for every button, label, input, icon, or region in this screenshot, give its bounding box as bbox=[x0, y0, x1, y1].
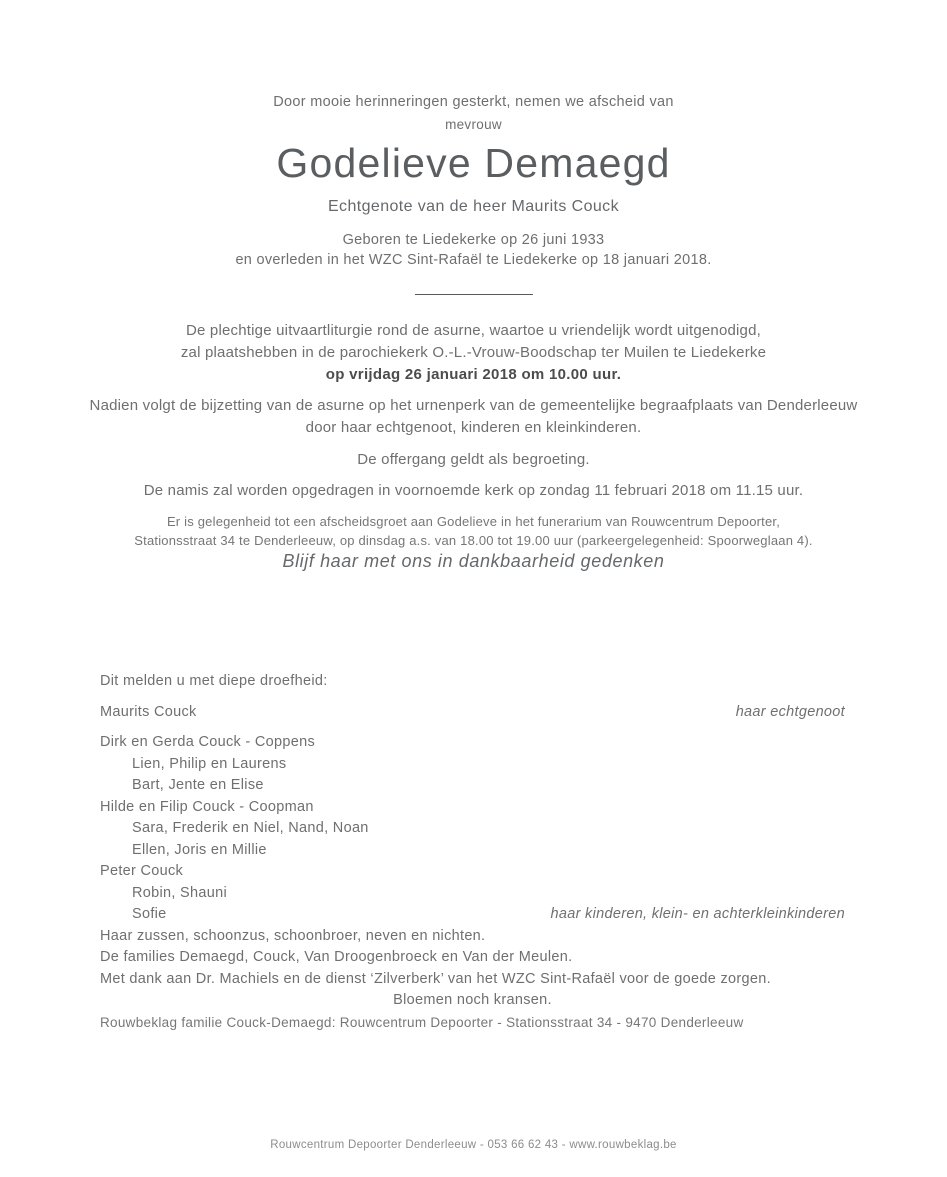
burial-line-1: Nadien volgt de bijzetting van de asurne op het urnenperk van de gemeentelijke begraafplaats van Denderleeuw bbox=[89, 397, 858, 414]
birth-death-dates bbox=[0, 230, 947, 270]
burial-line-2: door haar echtgenoot, kinderen en kleinkinderen. bbox=[305, 419, 642, 436]
liturgy-datetime: op vrijdag 26 januari 2018 om 10.00 uur. bbox=[325, 366, 622, 383]
birth-line: Geboren te Liedekerke op 26 juni 1933 bbox=[342, 232, 605, 249]
family-member-row: Ellen, Joris en Millie bbox=[132, 841, 267, 858]
family-member-row: Dirk en Gerda Couck - Coppens bbox=[100, 734, 316, 750]
family-member-row: Hilde en Filip Couck - Coopman bbox=[100, 798, 314, 815]
liturgy-paragraph bbox=[40, 320, 907, 386]
spouse-row bbox=[100, 702, 845, 724]
family-section bbox=[100, 671, 845, 1033]
family-members-list bbox=[100, 732, 845, 926]
liturgy-line-2: zal plaatshebben in de parochiekerk O.-L.-Vrouw-Boodschap ter Muilen te Liedekerke bbox=[180, 344, 767, 361]
offering-line: De offergang geldt als begroeting. bbox=[357, 451, 590, 468]
relatives-line: Haar zussen, schoonzus, schoonbroer, neven en nichten. bbox=[100, 927, 486, 944]
family-member-row: Robin, Shauni bbox=[132, 884, 227, 901]
death-line: en overleden in het WZC Sint-Rafaël te Liedekerke op 18 januari 2018. bbox=[235, 252, 712, 269]
spouse-relation-line: Echtgenote van de heer Maurits Couck bbox=[327, 198, 619, 216]
service-details bbox=[40, 320, 907, 572]
salutation: mevrouw bbox=[445, 117, 502, 132]
memorial-mass-line: De namis zal worden opgedragen in voornoemde kerk op zondag 11 februari 2018 om 11.15 uur. bbox=[143, 482, 804, 499]
deceased-name: Godelieve Demaegd bbox=[276, 140, 671, 186]
family-member-row: Lien, Philip en Laurens bbox=[132, 755, 287, 772]
flowers-line: Bloemen noch kransen. bbox=[393, 992, 552, 1008]
announcement-header bbox=[0, 94, 947, 270]
remembrance-quote: Blijf haar met ons in dankbaarheid gedenken bbox=[282, 551, 665, 571]
farewell-line-2: Stationsstraat 34 te Denderleeuw, op dinsdag a.s. van 18.00 tot 19.00 uur (parkeergelegenheid: Spoorweglaan 4). bbox=[134, 533, 813, 548]
farewell-line-1: Er is gelegenheid tot een afscheidsgroet aan Godelieve in het funerarium van Rouwcentrum Depoorter, bbox=[166, 514, 781, 529]
family-member-row: Bart, Jente en Elise bbox=[132, 777, 264, 793]
section-divider bbox=[415, 294, 533, 295]
funeral-home-footer: Rouwcentrum Depoorter Denderleeuw - 053 66 62 43 - www.rouwbeklag.be bbox=[270, 1139, 677, 1151]
spouse-relation: haar echtgenoot bbox=[735, 703, 845, 720]
announcement-line: Dit melden u met diepe droefheid: bbox=[100, 673, 328, 689]
family-member-row bbox=[100, 904, 845, 926]
liturgy-line-1: De plechtige uitvaartliturgie rond de asurne, waartoe u vriendelijk wordt uitgenodigd, bbox=[185, 322, 762, 339]
burial-paragraph bbox=[40, 395, 907, 439]
family-member-name: Sofie bbox=[132, 906, 167, 922]
intro-line: Door mooie herinneringen gesterkt, nemen we afscheid van bbox=[273, 94, 674, 110]
spouse-name: Maurits Couck bbox=[100, 703, 197, 720]
farewell-paragraph bbox=[40, 512, 907, 550]
members-relation: haar kinderen, klein- en achterkleinkinderen bbox=[550, 906, 845, 922]
family-member-row: Peter Couck bbox=[100, 863, 184, 879]
condolences-address-line: Rouwbeklag familie Couck-Demaegd: Rouwcentrum Depoorter - Stationsstraat 34 - 9470 Denderleeuw bbox=[100, 1014, 744, 1030]
family-member-row: Sara, Frederik en Niel, Nand, Noan bbox=[132, 820, 369, 836]
thanks-line: Met dank aan Dr. Machiels en de dienst ‘Zilverberk’ van het WZC Sint-Rafaël voor de goede zorgen. bbox=[100, 970, 771, 987]
families-line: De families Demaegd, Couck, Van Droogenbroeck en Van der Meulen. bbox=[100, 949, 573, 965]
